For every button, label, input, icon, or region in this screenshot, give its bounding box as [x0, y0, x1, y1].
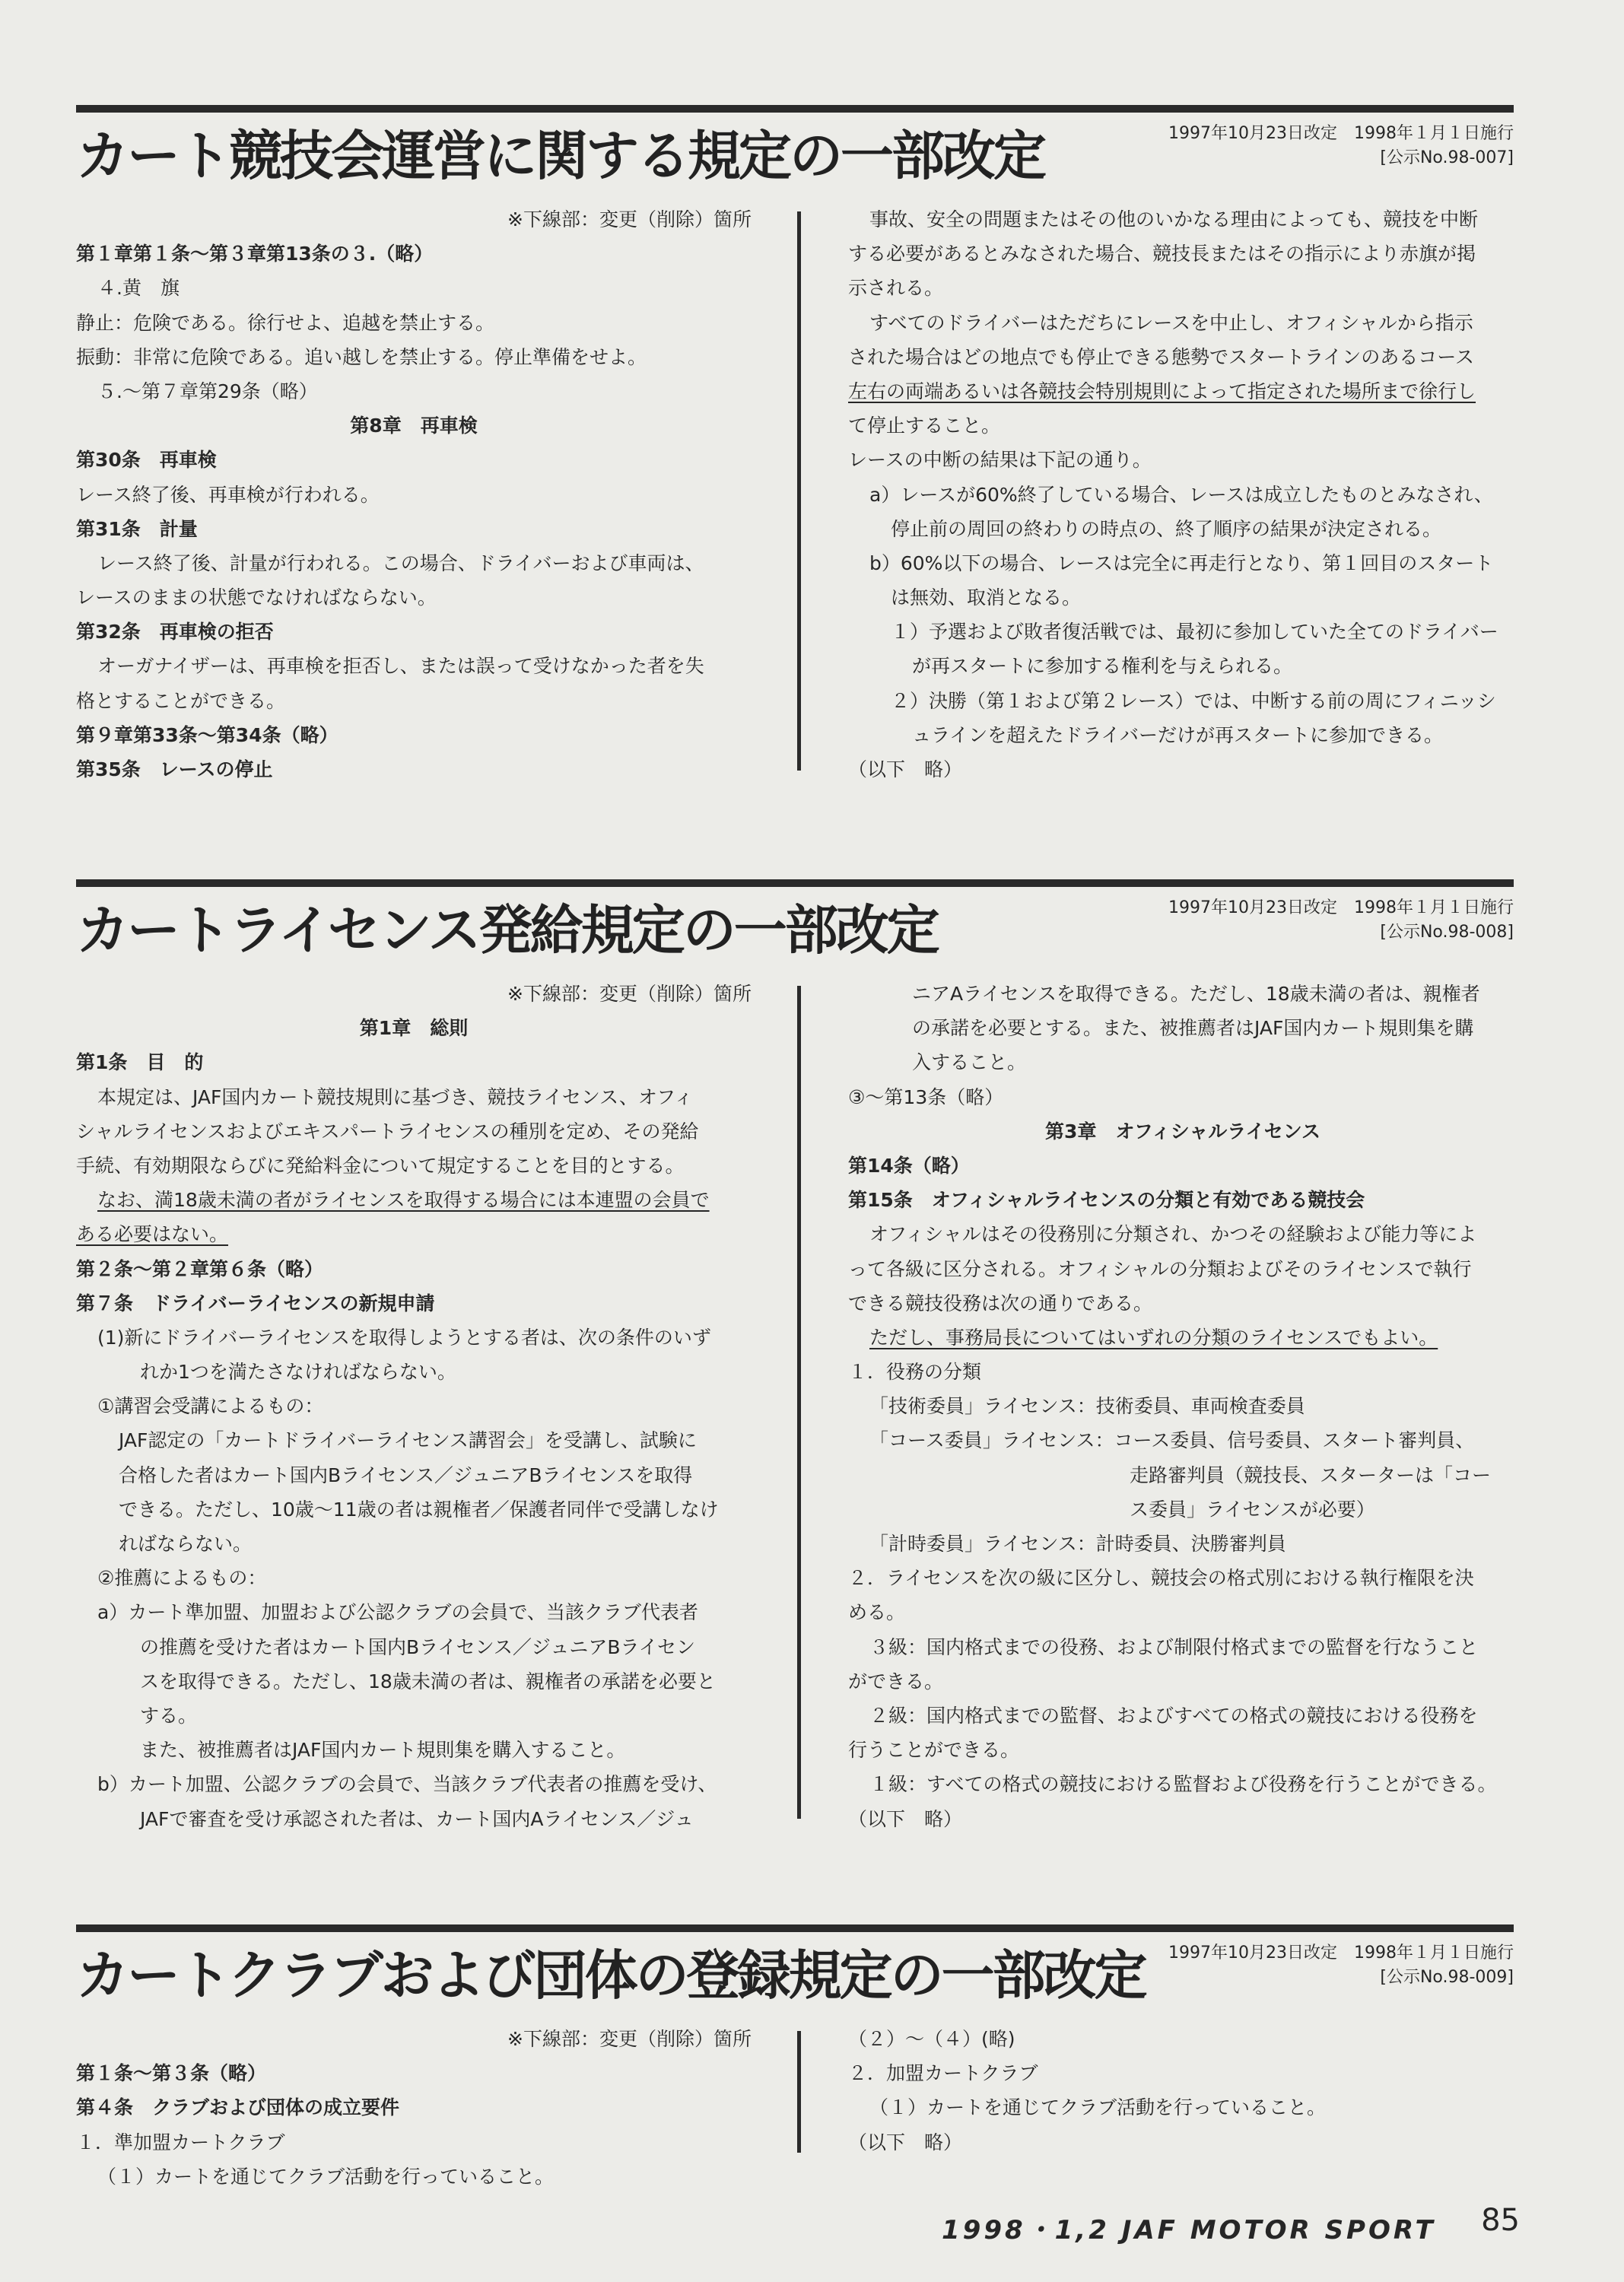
text-line: （以下 略）	[848, 758, 963, 780]
text-line: 振動：非常に危険である。追い越しを禁止する。停止準備をせよ。	[76, 345, 647, 368]
text-line: （２）～（４）(略)	[848, 2028, 1015, 2050]
text-line: １）予選および敗者復活戦では、最初に参加していた全てのドライバー	[891, 621, 1498, 644]
text-line: ニアAライセンスを取得できる。ただし、18歳未満の者は、親権者	[912, 983, 1480, 1005]
text-line: （以下 略）	[848, 1807, 963, 1830]
text-line: れか1つを満たさなければならない。	[140, 1361, 456, 1384]
article-heading: 第14条（略）	[848, 1154, 970, 1177]
text-line: ある必要はない。	[76, 1223, 229, 1246]
notice-number: [公示No.98-009]	[1380, 1968, 1514, 1987]
text-line: める。	[848, 1601, 906, 1624]
right-column	[848, 202, 1518, 787]
column-divider	[797, 986, 801, 1819]
text-line: する。	[140, 1704, 198, 1727]
text-line: ③～第13条（略）	[848, 1085, 1004, 1108]
text-line: レース終了後、計量が行われる。この場合、ドライバーおよび車両は、	[97, 551, 704, 574]
text-line: ２級：国内格式までの監督、およびすべての格式の競技における役務を	[869, 1704, 1478, 1727]
text-line: できる。ただし、10歳～11歳の者は親権者／保護者同伴で受講しなけ	[119, 1498, 719, 1521]
text-line: された場合はどの地点でも停止できる態勢でスタートラインのあるコース	[848, 345, 1475, 368]
text-line: ３級：国内格式までの役務、および制限付格式までの監督を行なうこと	[869, 1635, 1479, 1658]
column-divider	[797, 2031, 801, 2153]
text-line: ただし、事務局長についてはいずれの分類のライセンスでもよい。	[869, 1326, 1438, 1349]
text-line: できる競技役務は次の通りである。	[848, 1292, 1153, 1314]
text-line: 「技術委員」ライセンス：技術委員、車両検査委員	[869, 1395, 1305, 1418]
notice-number: [公示No.98-007]	[1380, 148, 1514, 167]
text-line: ２．ライセンスを次の級に区分し、競技会の格式別における執行権限を決	[848, 1567, 1474, 1590]
section-rule	[76, 879, 1514, 887]
article-heading: 第15条 オフィシャルライセンスの分類と有効である競技会	[848, 1189, 1365, 1212]
text-line: 入すること。	[912, 1051, 1027, 1074]
text-line: 格とすることができる。	[76, 689, 286, 712]
text-line: b）60%以下の場合、レースは完全に再走行となり、第１回目のスタート	[869, 551, 1494, 574]
section-meta	[1168, 896, 1514, 945]
text-line: （以下 略）	[848, 2131, 963, 2153]
text-line: ２．加盟カートクラブ	[848, 2062, 1038, 2085]
text-line: ２）決勝（第１および第２レース）では、中断する前の周にフィニッシ	[891, 689, 1496, 712]
text-line: 第２条～第２章第６条（略）	[76, 1257, 324, 1280]
text-line: の承諾を必要とする。また、被推薦者はJAF国内カート規則集を購	[912, 1017, 1474, 1040]
text-line: （１）カートを通じてクラブ活動を行っていること。	[869, 2096, 1327, 2119]
article-heading: 第４条 クラブおよび団体の成立要件	[76, 2096, 400, 2119]
text-line: の推薦を受けた者はカート国内Bライセンス／ジュニアBライセン	[140, 1635, 696, 1658]
article-heading: 第35条 レースの停止	[76, 758, 273, 780]
text-line: a）レースが60%終了している場合、レースは成立したものとみなされ、	[869, 483, 1493, 506]
right-column	[848, 977, 1518, 1836]
text-line: オーガナイザーは、再車検を拒否し、または誤って受けなかった者を失	[97, 655, 704, 678]
text-line: 事故、安全の問題またはその他のいかなる理由によっても、競技を中断	[869, 208, 1479, 230]
left-column	[76, 2022, 752, 2194]
article-heading: 第32条 再車検の拒否	[76, 621, 274, 644]
right-column	[848, 2022, 1518, 2160]
section-title: カートライセンス発給規定の一部改定	[76, 899, 938, 961]
text-line: オフィシャルはその役務別に分類され、かつその経験および能力等によ	[869, 1223, 1477, 1246]
text-line: ①講習会受講によるもの：	[97, 1395, 324, 1418]
text-line: 停止前の周回の終わりの時点の、終了順序の結果が決定される。	[891, 517, 1442, 540]
text-line: ５.～第７章第29条（略）	[97, 380, 318, 402]
text-line: 手続、有効期限ならびに発給料金について規定することを目的とする。	[76, 1154, 685, 1177]
text-line: なお、満18歳未満の者がライセンスを取得する場合には本連盟の会員で	[97, 1189, 710, 1212]
text-line: a）カート準加盟、加盟および公認クラブの会員で、当該クラブ代表者	[97, 1601, 698, 1624]
text-line: 第１条～第３条（略）	[76, 2062, 267, 2085]
left-column	[76, 977, 752, 1836]
section-meta	[1168, 122, 1514, 170]
column-divider	[797, 211, 801, 771]
text-line: って各級に区分される。オフィシャルの分類およびそのライセンスで執行	[848, 1257, 1472, 1280]
text-line: て停止すること。	[848, 415, 1001, 437]
text-line: 静止：危険である。徐行せよ、追越を禁止する。	[76, 311, 495, 334]
text-line: すべてのドライバーはただちにレースを中止し、オフィシャルから指示	[869, 311, 1473, 334]
text-line: （１）カートを通じてクラブ活動を行っていること。	[97, 2165, 555, 2188]
section-2	[76, 879, 1514, 1830]
text-line: 第９章第33条～第34条（略）	[76, 723, 338, 746]
chapter-heading: 第3章 オフィシャルライセンス	[1045, 1120, 1320, 1143]
underline-note: ※下線部：変更（削除）箇所	[507, 2028, 752, 2050]
section-rule	[76, 1924, 1514, 1932]
text-line: ス委員」ライセンスが必要）	[1130, 1498, 1375, 1521]
text-line: スを取得できる。ただし、18歳未満の者は、親権者の承諾を必要と	[140, 1670, 716, 1692]
text-line: 「計時委員」ライセンス：計時委員、決勝審判員	[869, 1533, 1286, 1555]
text-line: 第１章第１条～第３章第13条の３.（略）	[76, 243, 434, 265]
section-title: カート競技会運営に関する規定の一部改定	[76, 125, 1044, 187]
text-line: する必要があるとみなされた場合、競技長またはその指示により赤旗が掲	[848, 243, 1476, 265]
text-line: 行うことができる。	[848, 1739, 1020, 1762]
text-line: １級：すべての格式の競技における監督および役務を行うことができる。	[869, 1773, 1497, 1796]
page-number: 85	[1481, 2203, 1520, 2238]
section-1	[76, 105, 1514, 780]
text-line: 示される。	[848, 277, 944, 300]
text-line: JAF認定の「カートドライバーライセンス講習会」を受講し、試験に	[119, 1429, 697, 1452]
chapter-heading: 第1章 総則	[359, 1017, 469, 1040]
text-line: また、被推薦者はJAF国内カート規則集を購入すること。	[140, 1739, 626, 1762]
text-line: b）カート加盟、公認クラブの会員で、当該クラブ代表者の推薦を受け、	[97, 1773, 717, 1796]
text-line: 「コース委員」ライセンス：コース委員、信号委員、スタート審判員、	[869, 1429, 1475, 1452]
text-line: １．役務の分類	[848, 1361, 982, 1384]
text-line: ②推薦によるもの：	[97, 1567, 267, 1590]
article-heading: 第30条 再車検	[76, 449, 217, 472]
text-line: シャルライセンスおよびエキスパートライセンスの種別を定め、その発給	[76, 1120, 699, 1143]
text-line: が再スタートに参加する権利を与えられる。	[912, 655, 1293, 678]
article-heading: 第７条 ドライバーライセンスの新規申請	[76, 1292, 435, 1314]
text-line: レース終了後、再車検が行われる。	[76, 483, 380, 506]
text-line: ４.黄 旗	[97, 277, 180, 300]
text-line: ュラインを超えたドライバーだけが再スタートに参加できる。	[912, 723, 1444, 746]
revision-date: 1997年10月23日改定 1998年１月１日施行	[1168, 898, 1514, 917]
underline-note: ※下線部：変更（削除）箇所	[507, 983, 752, 1005]
section-title: カートクラブおよび団体の登録規定の一部改定	[76, 1944, 1146, 2007]
revision-date: 1997年10月23日改定 1998年１月１日施行	[1168, 124, 1514, 143]
left-column	[76, 202, 752, 787]
notice-number: [公示No.98-008]	[1380, 923, 1514, 942]
text-line: レースの中断の結果は下記の通り。	[848, 449, 1152, 472]
text-line: １．準加盟カートクラブ	[76, 2131, 285, 2153]
text-line: 本規定は、JAF国内カート競技規則に基づき、競技ライセンス、オフィ	[97, 1085, 694, 1108]
text-line: ればならない。	[119, 1533, 253, 1555]
chapter-heading: 第8章 再車検	[350, 415, 478, 437]
revision-date: 1997年10月23日改定 1998年１月１日施行	[1168, 1944, 1514, 1963]
section-rule	[76, 105, 1514, 113]
text-line: 左右の両端あるいは各競技会特別規則によって指定された場所まで徐行し	[848, 380, 1476, 402]
section-meta	[1168, 1941, 1514, 1990]
text-line: 走路審判員（競技長、スターターは「コー	[1130, 1464, 1492, 1486]
text-line: は無効、取消となる。	[891, 586, 1082, 609]
article-heading: 第31条 計量	[76, 517, 198, 540]
text-line: (1)新にドライバーライセンスを取得しようとする者は、次の条件のいず	[97, 1326, 711, 1349]
section-3	[76, 1924, 1514, 2198]
text-line: レースのままの状態でなければならない。	[76, 586, 437, 609]
magazine-name: 1998・1,2 JAF MOTOR SPORT	[942, 2215, 1436, 2245]
text-line: 合格した者はカート国内Bライセンス／ジュニアBライセンスを取得	[119, 1464, 693, 1486]
text-line: JAFで審査を受け承認された者は、カート国内Aライセンス／ジュ	[140, 1807, 694, 1830]
underline-note: ※下線部：変更（削除）箇所	[507, 208, 752, 230]
text-line: ができる。	[848, 1670, 944, 1692]
page-footer	[942, 2203, 1520, 2249]
article-heading: 第1条 目 的	[76, 1051, 204, 1074]
